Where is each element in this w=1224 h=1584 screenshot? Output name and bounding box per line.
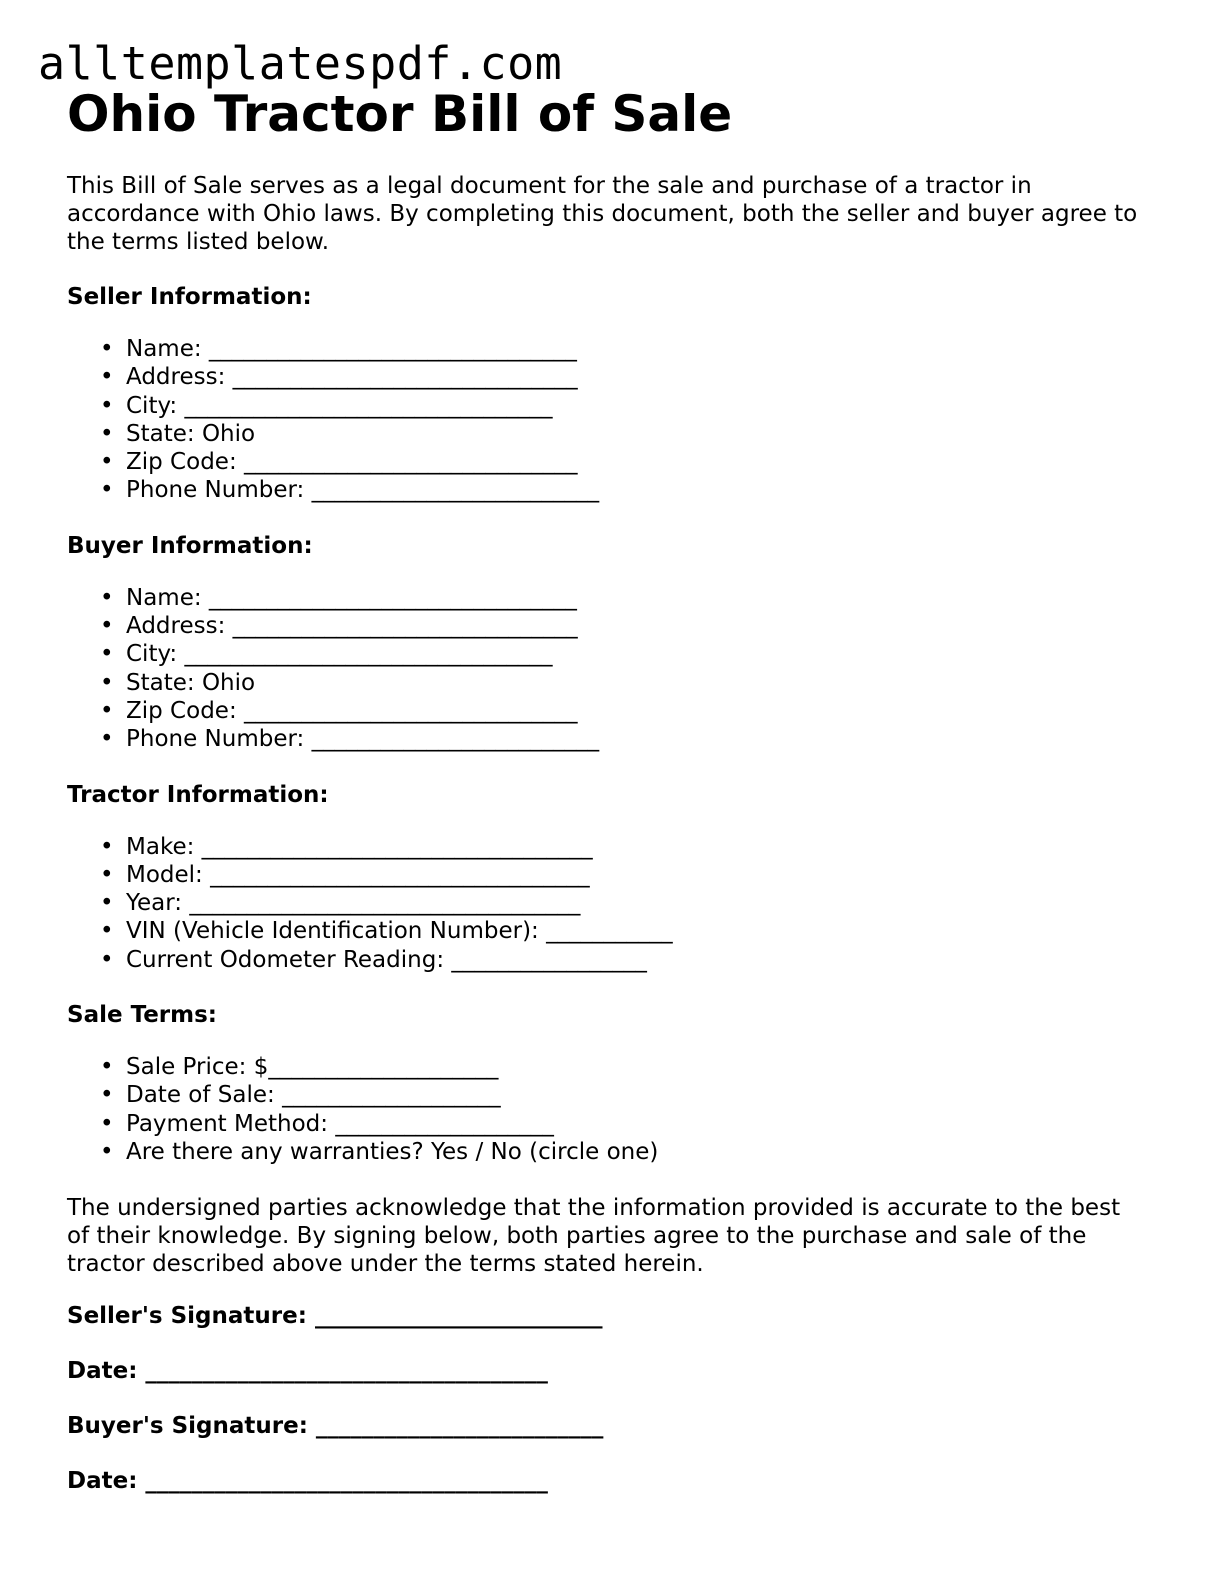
watermark-text: alltemplatespdf.com	[38, 37, 563, 90]
bullet-icon: •	[100, 420, 114, 447]
seller-zip-field[interactable]	[67, 448, 1167, 476]
sale-price-field[interactable]	[67, 1053, 1167, 1081]
fill-in-blank[interactable]: ______________________________	[232, 364, 578, 391]
buyer-field-list	[67, 584, 1167, 754]
seller-phone-field[interactable]	[67, 476, 1167, 504]
seller-state-field	[67, 420, 1167, 448]
field-label: VIN (Vehicle Identification Number):	[126, 918, 547, 945]
bullet-icon: •	[100, 613, 114, 640]
fill-in-blank[interactable]: ________________________________	[184, 392, 553, 419]
field-label: Date of Sale:	[126, 1082, 283, 1109]
fill-in-blank[interactable]: ___________________	[335, 1110, 554, 1137]
field-label: Year:	[126, 890, 190, 917]
bullet-icon: •	[100, 946, 114, 973]
document-body	[67, 84, 1167, 1495]
signature-blank[interactable]: _________________________	[314, 1303, 603, 1330]
fill-in-blank[interactable]: _____________________________	[244, 697, 578, 724]
field-label: State: Ohio	[126, 669, 256, 696]
tractor-section-heading: Tractor Information:	[67, 781, 329, 808]
tractor-odometer-field[interactable]	[67, 946, 1167, 974]
bullet-icon: •	[100, 477, 114, 504]
field-label: Are there any warranties? Yes / No (circle one)	[126, 1138, 659, 1165]
seller-name-field[interactable]	[67, 335, 1167, 363]
bullet-icon: •	[100, 861, 114, 888]
buyer-address-field[interactable]	[67, 612, 1167, 640]
date-label: Date:	[67, 1468, 146, 1495]
field-label: Payment Method:	[126, 1110, 336, 1137]
bullet-icon: •	[100, 1082, 114, 1109]
fill-in-blank[interactable]: _________________________________	[210, 861, 590, 888]
bullet-icon: •	[100, 364, 114, 391]
field-label: Address:	[126, 364, 233, 391]
bullet-icon: •	[100, 1110, 114, 1137]
seller-field-list	[67, 335, 1167, 505]
tractor-make-field[interactable]	[67, 833, 1167, 861]
buyer-name-field[interactable]	[67, 584, 1167, 612]
bullet-icon: •	[100, 918, 114, 945]
field-label: Phone Number:	[126, 726, 312, 753]
tractor-year-field[interactable]	[67, 889, 1167, 917]
field-label: State: Ohio	[126, 420, 256, 447]
field-label: Zip Code:	[126, 697, 244, 724]
field-label: Name:	[126, 336, 209, 362]
field-label: Current Odometer Reading:	[126, 946, 452, 973]
payment-method-field[interactable]	[67, 1110, 1167, 1138]
fill-in-blank[interactable]: _________________________	[311, 477, 600, 504]
buyer-state-field	[67, 669, 1167, 697]
field-label: Sale Price: $	[126, 1054, 269, 1081]
bullet-icon: •	[100, 1138, 114, 1165]
field-label: City:	[126, 641, 185, 668]
buyer-phone-field[interactable]	[67, 725, 1167, 753]
fill-in-blank[interactable]: _________________________	[311, 726, 600, 753]
date-label: Date:	[67, 1358, 146, 1385]
tractor-vin-field[interactable]	[67, 917, 1167, 945]
fill-in-blank[interactable]: ___________________	[282, 1082, 501, 1109]
acknowledgment-paragraph: The undersigned parties acknowledge that the information provided is accurate to the best of their knowledge. By signing below, both parties agree to the purchase and sale of the tractor described above under the terms stated herein.	[67, 1195, 1121, 1278]
date-blank[interactable]: ___________________________________	[145, 1358, 548, 1385]
bullet-icon: •	[100, 669, 114, 696]
bullet-icon: •	[100, 697, 114, 724]
seller-signature-line[interactable]	[67, 1302, 1167, 1330]
fill-in-blank[interactable]: ________________________________	[184, 641, 553, 668]
buyer-signature-line[interactable]	[67, 1412, 1167, 1440]
bullet-icon: •	[100, 449, 114, 476]
date-blank[interactable]: ___________________________________	[145, 1468, 548, 1495]
field-label: Model:	[126, 861, 211, 888]
bullet-icon: •	[100, 726, 114, 753]
buyer-city-field[interactable]	[67, 640, 1167, 668]
fill-in-blank[interactable]: ___________	[546, 918, 673, 945]
bullet-icon: •	[100, 833, 114, 860]
field-label: Phone Number:	[126, 477, 312, 504]
tractor-model-field[interactable]	[67, 861, 1167, 889]
seller-date-line[interactable]	[67, 1357, 1167, 1385]
field-label: Address:	[126, 613, 233, 640]
tractor-field-list	[67, 833, 1167, 974]
seller-address-field[interactable]	[67, 363, 1167, 391]
fill-in-blank[interactable]: ________________________________	[208, 336, 577, 362]
field-label: Make:	[126, 833, 202, 860]
document-title: Ohio Tractor Bill of Sale	[67, 85, 733, 143]
bullet-icon: •	[100, 1054, 114, 1081]
fill-in-blank[interactable]: _________________	[451, 946, 647, 973]
bullet-icon: •	[100, 336, 114, 362]
seller-section-heading: Seller Information:	[67, 284, 312, 310]
bullet-icon: •	[100, 890, 114, 917]
sale-terms-list	[67, 1053, 1167, 1166]
buyer-section-heading: Buyer Information:	[67, 532, 313, 559]
warranty-field[interactable]	[67, 1138, 1167, 1166]
signature-blank[interactable]: _________________________	[315, 1413, 604, 1440]
field-label: Zip Code:	[126, 449, 244, 476]
fill-in-blank[interactable]: ____________________	[268, 1054, 499, 1081]
fill-in-blank[interactable]: __________________________________	[189, 890, 581, 917]
signature-label: Buyer's Signature:	[67, 1413, 316, 1440]
buyer-zip-field[interactable]	[67, 697, 1167, 725]
fill-in-blank[interactable]: __________________________________	[201, 833, 593, 860]
fill-in-blank[interactable]: ______________________________	[232, 613, 578, 640]
sale-date-field[interactable]	[67, 1081, 1167, 1109]
bullet-icon: •	[100, 392, 114, 419]
field-label: Name:	[126, 584, 209, 611]
bullet-icon: •	[100, 641, 114, 668]
buyer-date-line[interactable]	[67, 1467, 1167, 1495]
bullet-icon: •	[100, 584, 114, 611]
signature-label: Seller's Signature:	[67, 1303, 315, 1330]
seller-city-field[interactable]	[67, 392, 1167, 420]
fill-in-blank[interactable]: ________________________________	[208, 584, 577, 611]
fill-in-blank[interactable]: _____________________________	[244, 449, 578, 476]
sale-terms-heading: Sale Terms:	[67, 1002, 218, 1029]
field-label: City:	[126, 392, 185, 419]
intro-paragraph: This Bill of Sale serves as a legal document for the sale and purchase of a tractor in accordance with Ohio laws. By completing this document, both the seller and buyer agree to the terms listed below.	[67, 173, 1138, 255]
